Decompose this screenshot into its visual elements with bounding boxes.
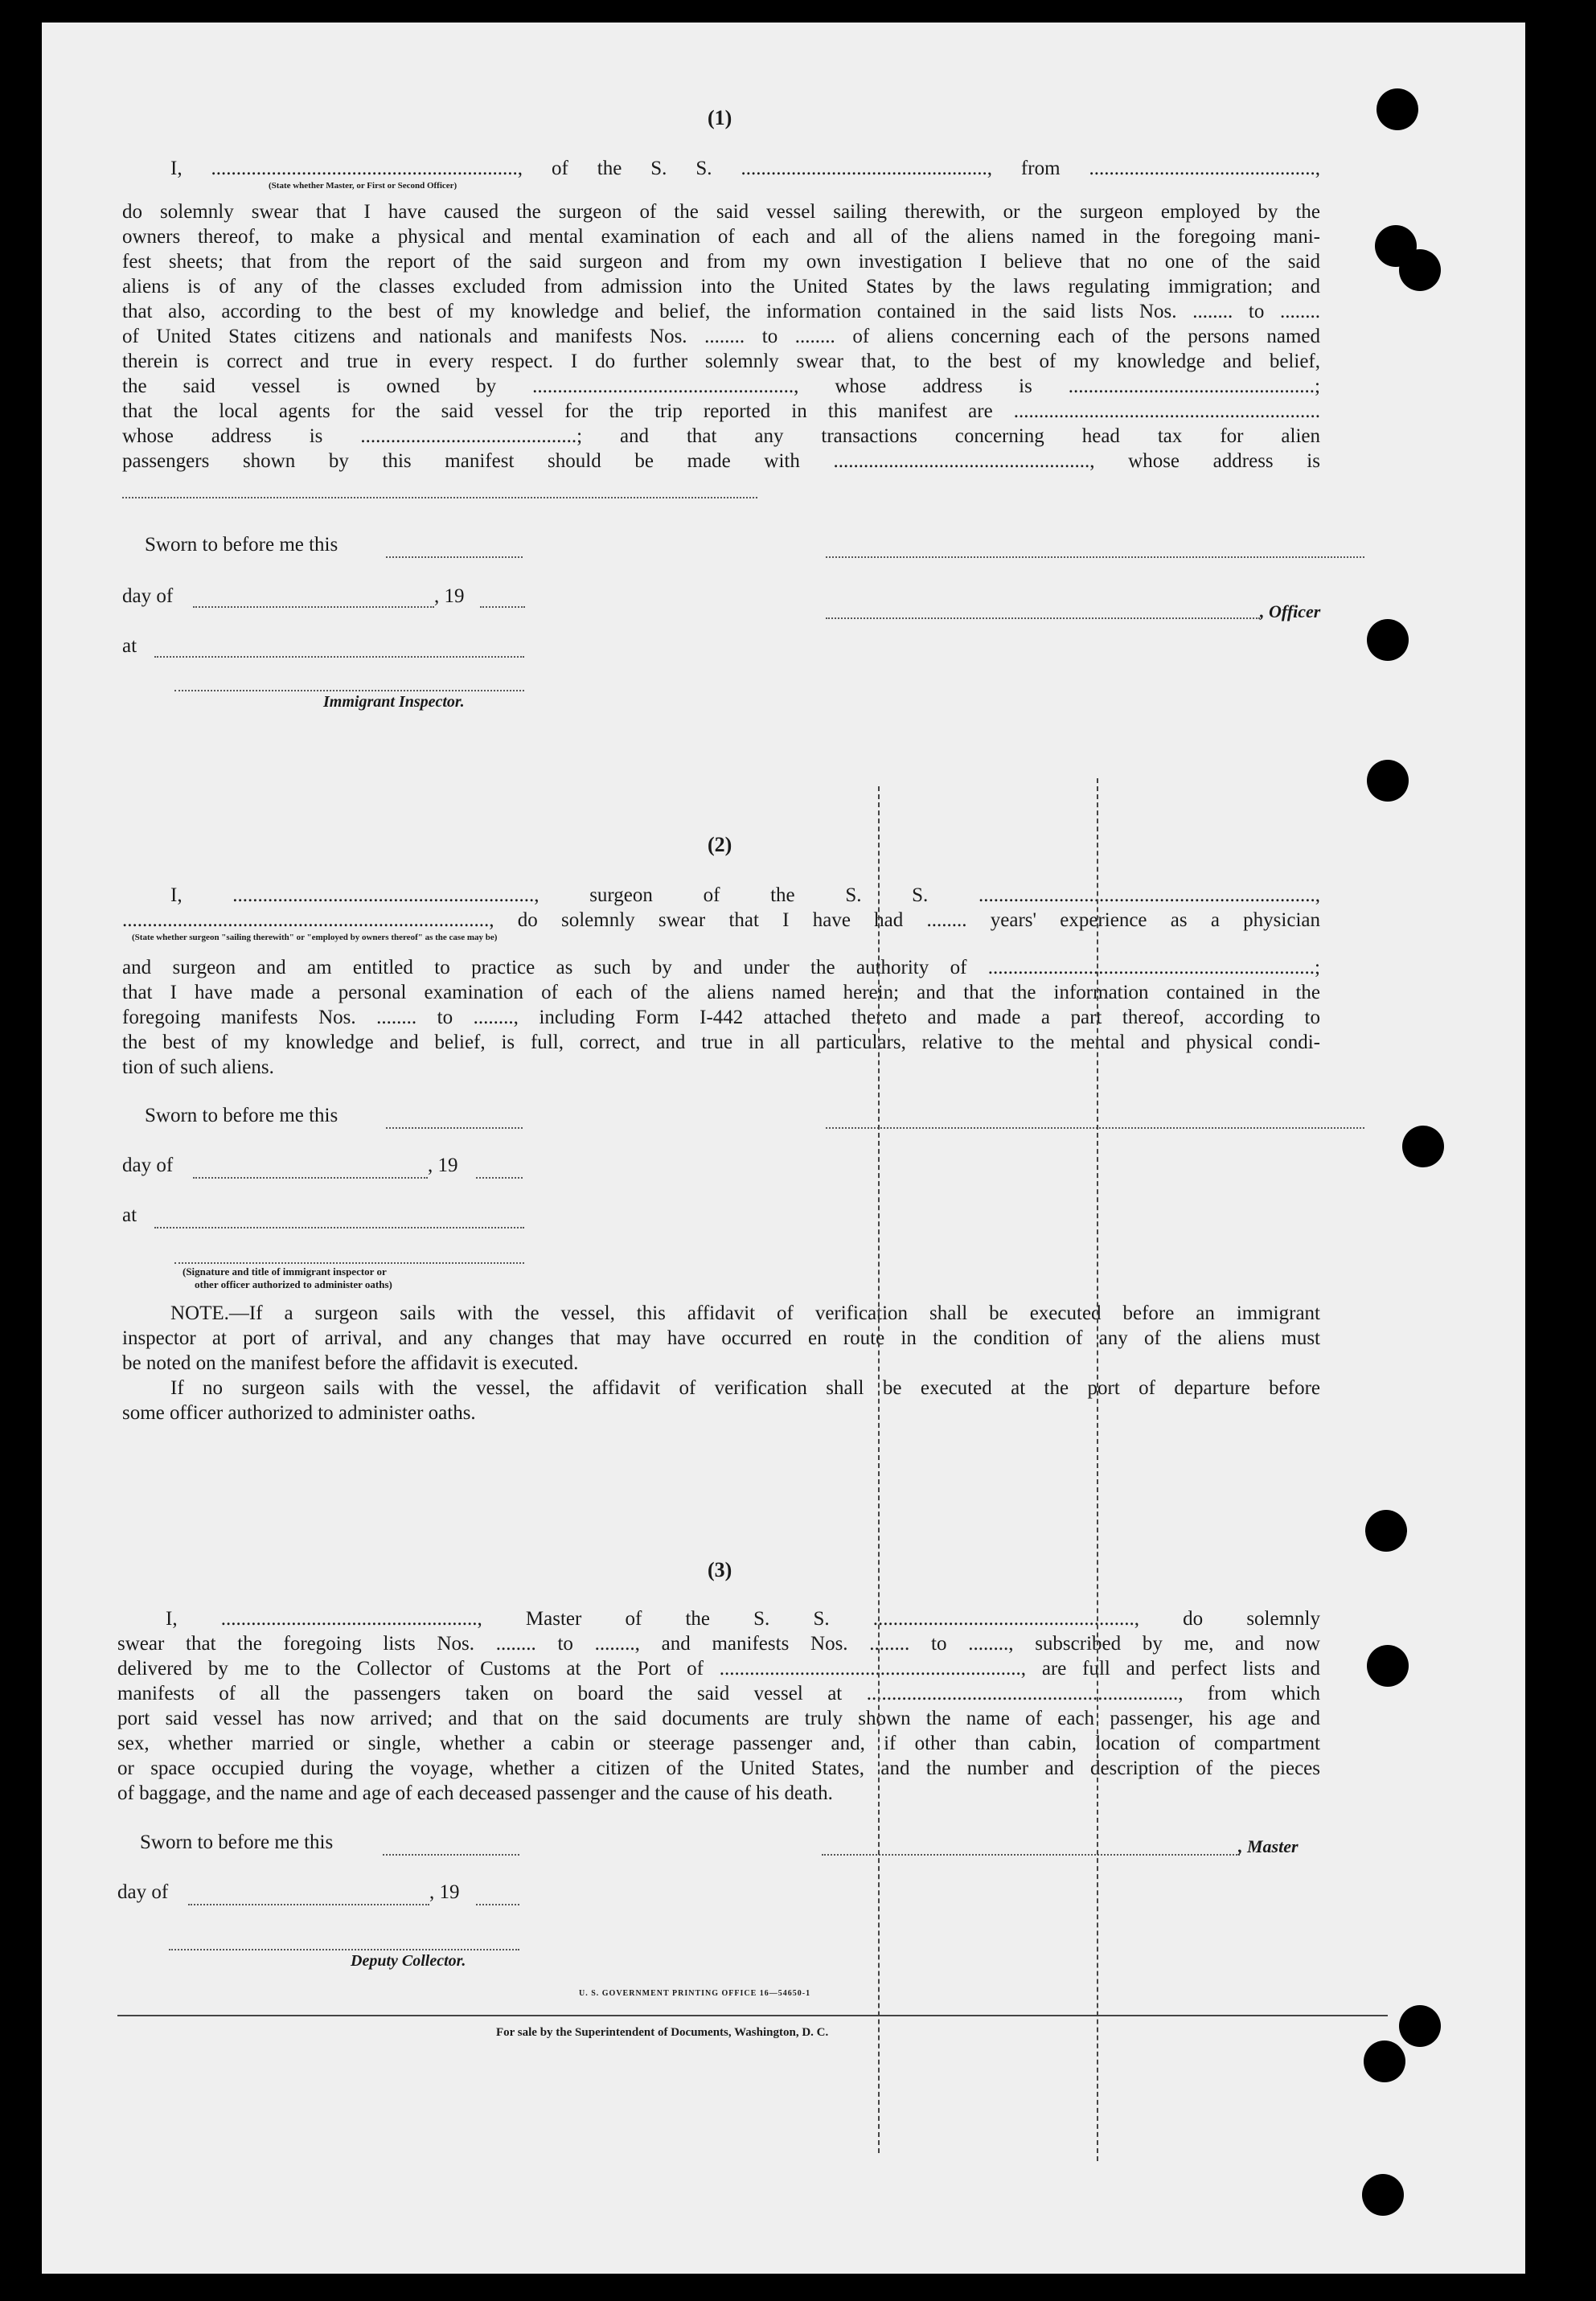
s3-line-1: I, ..................................................., Master of the S. S. ...................................................., do solemnly	[166, 1608, 1320, 1630]
section-2-head	[122, 883, 1320, 933]
s1-extra-line	[122, 497, 757, 498]
s3-line-3: delivered by me to the Collector of Customs at the Port of ............................................................, are full and perfect lists and	[117, 1658, 1320, 1680]
s1-line-1: I, ............................................................., of the S. S. ................................................., from .............................................,	[170, 158, 1320, 179]
s1-at-blank	[154, 656, 524, 658]
note-line-3: be noted on the manifest before the affidavit is executed.	[122, 1352, 579, 1374]
section-3-number: (3)	[708, 1558, 732, 1581]
binder-hole	[1399, 249, 1441, 291]
s3-line-6: sex, whether married or single, whether a cabin or steerage passenger and, if other than cabin, location of compartment	[117, 1733, 1320, 1754]
scan-crease-left	[878, 786, 880, 2153]
s2-line-6: the best of my knowledge and belief, is full, correct, and true in all particulars, relative to the mental and physical condi-	[122, 1032, 1320, 1053]
s3-line-8: of baggage, and the name and age of each deceased passenger and the cause of his death.	[117, 1782, 833, 1804]
s2-line-2: ........................................................................., do solemnly swear that I have had ........ years' experience as a physician	[122, 909, 1320, 931]
note-block	[122, 1301, 1320, 1425]
footer-text: For sale by the Superintendent of Documents, Washington, D. C.	[496, 2026, 829, 2039]
binder-hole	[1367, 1645, 1409, 1687]
s1-line-9: the said vessel is owned by ...................................................., whose address is .................................................;	[122, 375, 1320, 397]
s1-officer-blank	[826, 617, 1260, 619]
s2-signer-blank	[174, 1262, 524, 1264]
binder-hole	[1364, 2041, 1405, 2082]
s2-line-5: foregoing manifests Nos. ........ to ........, including Form I-442 attached thereto and made a part thereof, according to	[122, 1007, 1320, 1028]
s1-year: , 19	[434, 585, 465, 607]
s3-master-label: , Master	[1238, 1836, 1299, 1856]
s1-line-7: of United States citizens and nationals and manifests Nos. ........ to ........ of aliens concerning each of the persons named	[122, 326, 1320, 347]
binder-hole	[1365, 1510, 1407, 1552]
s1-line-8: therein is correct and true in every respect. I do further solemnly swear that, to the best of my knowledge and belief,	[122, 351, 1320, 372]
s3-day-blank	[188, 1904, 429, 1905]
s2-signer-note-1: (Signature and title of immigrant inspector or	[183, 1265, 387, 1278]
s1-day-of: day of	[122, 585, 174, 607]
s2-day-blank	[193, 1177, 428, 1179]
binder-hole	[1399, 2005, 1441, 2047]
binder-hole	[1376, 88, 1418, 130]
scan-crease-right	[1097, 778, 1098, 2161]
note-line-5: some officer authorized to administer oaths.	[122, 1402, 476, 1424]
section-3-body	[117, 1606, 1320, 1806]
section-1-text	[122, 156, 1320, 181]
s2-year: , 19	[428, 1155, 458, 1176]
binder-hole	[1367, 760, 1409, 802]
s3-year: , 19	[429, 1881, 460, 1903]
s2-at: at	[122, 1204, 137, 1226]
form-page	[42, 23, 1525, 2274]
s3-day-of: day of	[117, 1881, 169, 1903]
s1-at: at	[122, 635, 137, 657]
s1-line-4: fest sheets; that from the report of the said surgeon and from my own investigation I believe that no one of the said	[122, 251, 1320, 273]
s3-line-7: or space occupied during the voyage, whether a citizen of the United States, and the number and description of the pieces	[117, 1758, 1320, 1779]
s1-day-blank	[193, 606, 434, 608]
footer-rule	[117, 2015, 1388, 2016]
s1-sworn: Sworn to before me this	[145, 534, 338, 556]
s3-sworn-blank	[383, 1854, 519, 1856]
officer-note: (State whether Master, or First or Second Officer)	[269, 181, 457, 191]
s3-collector-label: Deputy Collector.	[351, 1952, 466, 1970]
s2-day-of: day of	[122, 1155, 174, 1176]
s1-year-blank	[480, 606, 525, 608]
s3-line-5: port said vessel has now arrived; and that on the said documents are truly shown the name of each passenger, his age and	[117, 1708, 1320, 1729]
s2-line-3: and surgeon and am entitled to practice as such by and under the authority of .................................................................;	[122, 957, 1320, 978]
s3-line-4: manifests of all the passengers taken on board the said vessel at .............................................................., from which	[117, 1683, 1320, 1704]
s2-sworn-blank	[386, 1127, 523, 1129]
s2-year-blank	[476, 1177, 523, 1179]
surgeon-note: (State whether surgeon "sailing therewith" or "employed by owners thereof" as the case may be)	[132, 933, 498, 942]
binder-hole	[1362, 2174, 1404, 2216]
s1-line-10: that the local agents for the said vessel for the trip reported in this manifest are .............................................................	[122, 400, 1320, 422]
s3-year-blank	[476, 1904, 519, 1905]
binder-hole	[1402, 1126, 1444, 1167]
s1-line-5: aliens is of any of the classes excluded from admission into the United States by the laws regulating immigration; and	[122, 276, 1320, 297]
s2-line-4: that I have made a personal examination of each of the aliens named herein; and that the information contained in the	[122, 982, 1320, 1003]
s3-line-2: swear that the foregoing lists Nos. ........ to ........, and manifests Nos. ........ to ........, subscribed by me, and now	[117, 1633, 1320, 1655]
note-line-2: inspector at port of arrival, and any changes that may have occurred en route in the condition of any of the aliens must	[122, 1327, 1320, 1349]
s3-collector-blank	[169, 1949, 519, 1950]
s1-line-11: whose address is ...........................................; and that any transactions concerning head tax for alien	[122, 425, 1320, 447]
s1-inspector-blank	[174, 690, 524, 691]
printer-line: U. S. GOVERNMENT PRINTING OFFICE 16—54650-1	[579, 1989, 811, 1998]
section-2-body	[122, 955, 1320, 1080]
s2-sworn: Sworn to before me this	[145, 1105, 338, 1126]
section-1-number: (1)	[708, 106, 732, 129]
s1-inspector-label: Immigrant Inspector.	[323, 693, 465, 711]
note-line-1: NOTE.—If a surgeon sails with the vessel, this affidavit of verification shall be executed before an immigrant	[170, 1302, 1320, 1324]
s1-officer-label: , Officer	[1260, 601, 1321, 621]
s3-sworn: Sworn to before me this	[140, 1831, 334, 1853]
s1-line-2: do solemnly swear that I have caused the surgeon of the said vessel sailing therewith, or the surgeon employed by the	[122, 201, 1320, 223]
s3-master-blank	[822, 1854, 1240, 1856]
section-1-body	[122, 199, 1320, 474]
s2-at-blank	[154, 1227, 524, 1228]
binder-hole	[1367, 619, 1409, 661]
s1-line-12: passengers shown by this manifest should be made with ..................................................., whose address is	[122, 450, 1320, 472]
section-2-number: (2)	[708, 833, 732, 856]
s1-sworn-blank	[386, 556, 523, 558]
s1-line-6: that also, according to the best of my knowledge and belief, the information contained in the said lists Nos. ........ to ........	[122, 301, 1320, 322]
s2-signer-note-2: other officer authorized to administer oaths)	[195, 1278, 392, 1290]
s1-line-3: owners thereof, to make a physical and mental examination of each and all of the aliens named in the foregoing mani-	[122, 226, 1320, 248]
note-line-4: If no surgeon sails with the vessel, the affidavit of verification shall be executed at the port of departure before	[170, 1377, 1320, 1399]
s1-right-blank-1	[826, 556, 1364, 558]
s2-line-7: tion of such aliens.	[122, 1056, 274, 1078]
s2-right-blank	[826, 1127, 1364, 1129]
s2-line-1: I, ............................................................, surgeon of the S. S. ...................................................................,	[170, 884, 1320, 906]
